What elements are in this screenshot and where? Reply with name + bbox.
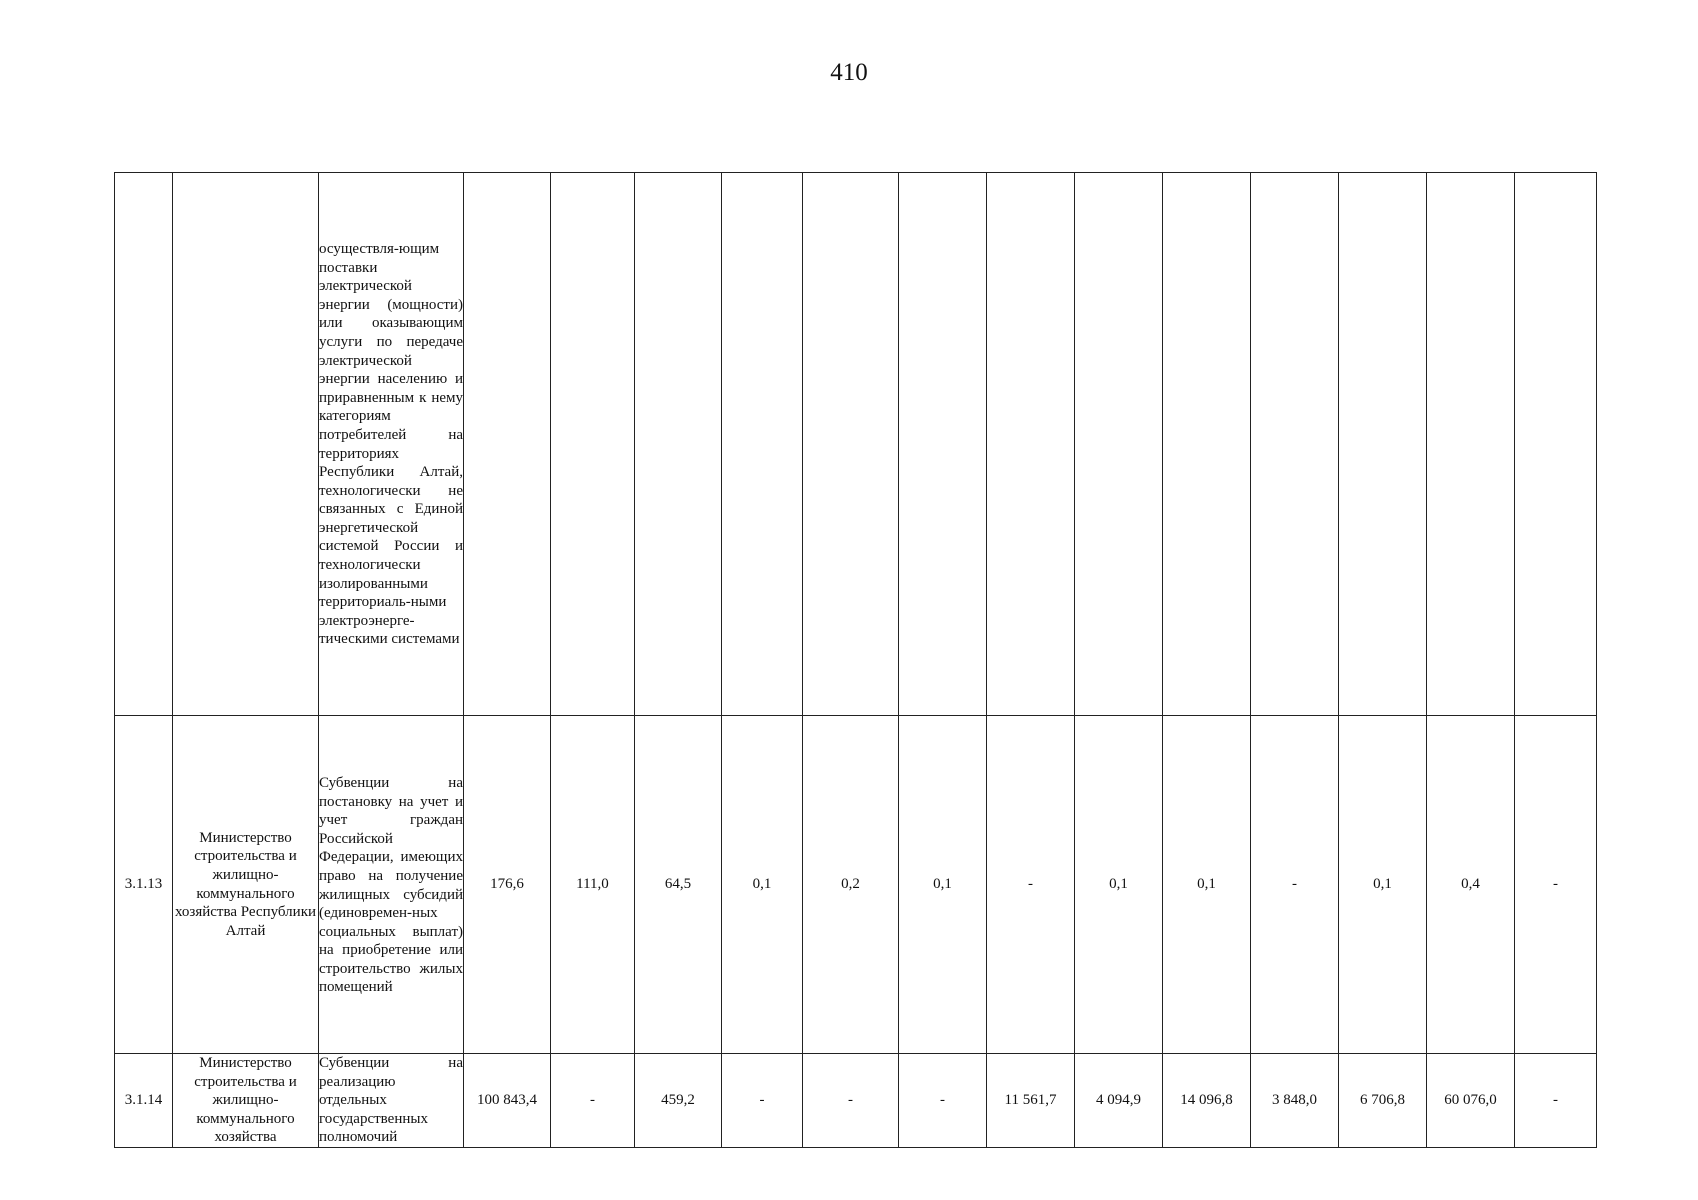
value-cell: 176,6	[464, 716, 551, 1054]
value-cell	[1339, 173, 1427, 716]
value-cell: 3 848,0	[1251, 1054, 1339, 1148]
value-cell: 100 843,4	[464, 1054, 551, 1148]
value-cell	[635, 173, 722, 716]
value-cell: -	[899, 1054, 987, 1148]
expenditure-description: Субвенции на постановку на учет и учет граждан Российской Федерации, имеющих право на получение жилищных субсидий (единовремен-ных социальных выплат) на приобретение или строительство жилых помещений	[319, 716, 464, 1054]
value-cell: 0,4	[1427, 716, 1515, 1054]
value-cell: 0,1	[1163, 716, 1251, 1054]
responsible-organization: Министерство строительства и жилищно-коммунального хозяйства Республики Алтай	[173, 716, 319, 1054]
value-cell: -	[551, 1054, 635, 1148]
expenditure-description: осуществля-ющим поставки электрической энергии (мощности) или оказывающим услуги по передаче электрической энергии населению и приравненным к нему категориям потребителей на территориях Республики Алтай, технологически не связанных с Единой энергетической системой России и технологически изолированными территориаль-ными электроэнерге-тическими системами	[319, 173, 464, 716]
value-cell	[899, 173, 987, 716]
row-number: 3.1.13	[115, 716, 173, 1054]
value-cell	[803, 173, 899, 716]
value-cell: -	[1515, 716, 1597, 1054]
value-cell	[987, 173, 1075, 716]
value-cell: 0,2	[803, 716, 899, 1054]
value-cell: 459,2	[635, 1054, 722, 1148]
value-cell	[551, 173, 635, 716]
page-number: 410	[830, 59, 868, 86]
value-cell	[722, 173, 803, 716]
row-number	[115, 173, 173, 716]
responsible-organization	[173, 173, 319, 716]
value-cell: -	[987, 716, 1075, 1054]
table-row	[115, 716, 1597, 1054]
value-cell: 111,0	[551, 716, 635, 1054]
row-number: 3.1.14	[115, 1054, 173, 1148]
value-cell	[1515, 173, 1597, 716]
value-cell: 0,1	[1075, 716, 1163, 1054]
value-cell: 0,1	[899, 716, 987, 1054]
expenditure-description: Субвенции на реализацию отдельных государственных полномочий	[319, 1054, 464, 1148]
value-cell	[1251, 173, 1339, 716]
value-cell: -	[803, 1054, 899, 1148]
responsible-organization: Министерство строительства и жилищно-коммунального хозяйства	[173, 1054, 319, 1148]
value-cell: 11 561,7	[987, 1054, 1075, 1148]
value-cell	[464, 173, 551, 716]
value-cell: 60 076,0	[1427, 1054, 1515, 1148]
value-cell: 4 094,9	[1075, 1054, 1163, 1148]
value-cell: 6 706,8	[1339, 1054, 1427, 1148]
value-cell: -	[1515, 1054, 1597, 1148]
value-cell: 0,1	[722, 716, 803, 1054]
value-cell: -	[1251, 716, 1339, 1054]
value-cell: 14 096,8	[1163, 1054, 1251, 1148]
value-cell: 0,1	[1339, 716, 1427, 1054]
value-cell: -	[722, 1054, 803, 1148]
table-row	[115, 173, 1597, 716]
value-cell	[1075, 173, 1163, 716]
budget-table	[114, 172, 1597, 1148]
table-row	[115, 1054, 1597, 1148]
value-cell: 64,5	[635, 716, 722, 1054]
value-cell	[1427, 173, 1515, 716]
value-cell	[1163, 173, 1251, 716]
